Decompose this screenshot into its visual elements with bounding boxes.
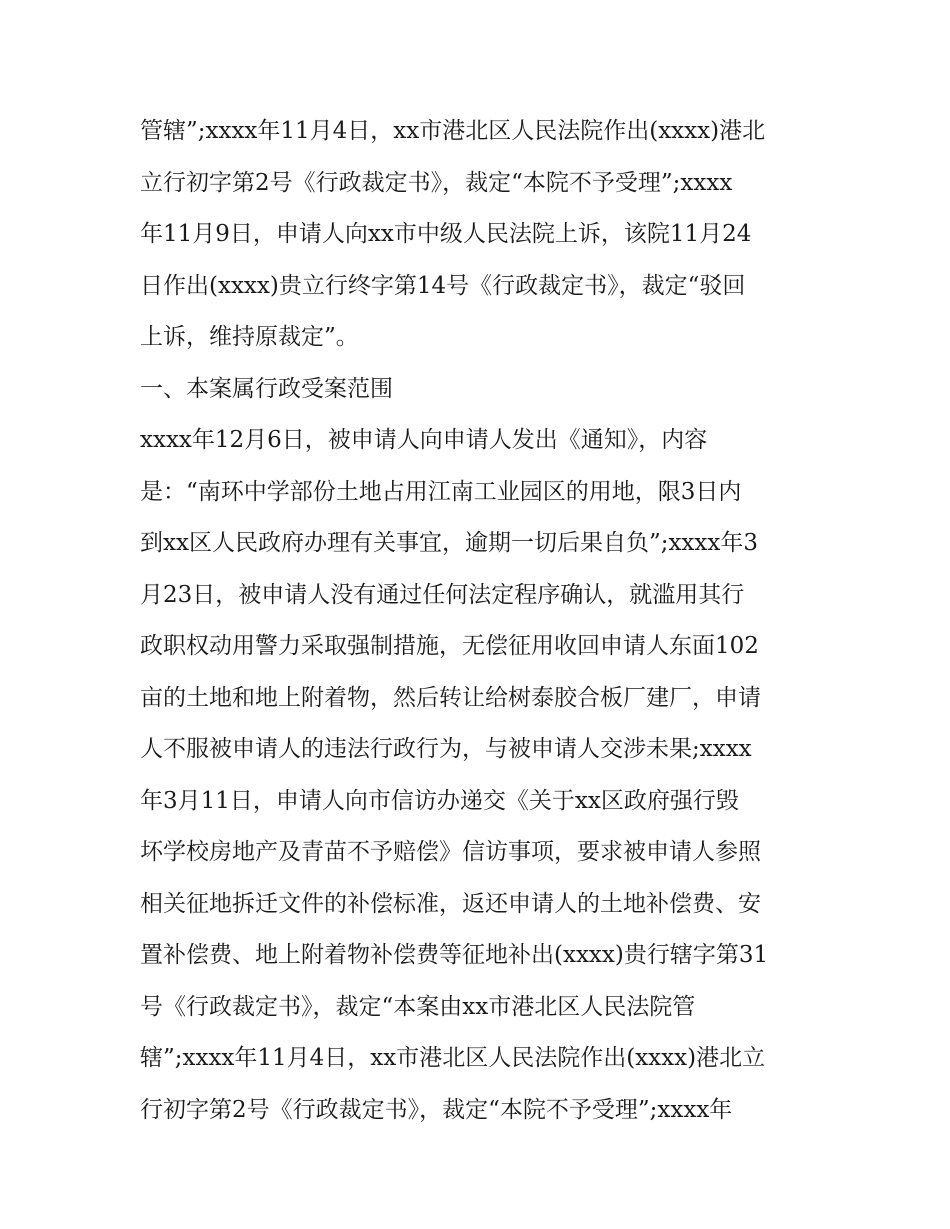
text-line: 管辖”;xxxx年11月4日，xx市港北区人民法院作出(xxxx)港北 xyxy=(140,118,766,144)
text-line: 辖”;xxxx年11月4日，xx市港北区人民法院作出(xxxx)港北立 xyxy=(140,1045,766,1071)
text-line: 到xx区人民政府办理有关事宜，逾期一切后果自负”;xxxx年3 xyxy=(140,530,758,556)
text-line: 立行初字第2号《行政裁定书》，裁定“本院不予受理”;xxxx xyxy=(140,169,733,196)
text-line: 政职权动用警力采取强制措施，无偿征用收回申请人东面102 xyxy=(140,633,759,659)
document-body xyxy=(140,106,820,1136)
text-line: 日作出(xxxx)贵立行终字第14号《行政裁定书》，裁定“驳回 xyxy=(140,272,746,299)
text-line: 坏学校房地产及青苗不予赔偿》信访事项，要求被申请人参照 xyxy=(140,839,761,865)
text-line: xxxx年12月6日，被申请人向申请人发出《通知》，内容 xyxy=(140,427,708,453)
text-line: 号《行政裁定书》，裁定“本案由xx市港北区人民法院管 xyxy=(140,993,696,1020)
text-line: 是：“南环中学部份土地占用江南工业园区的用地，限3日内 xyxy=(140,478,742,505)
text-line: 年3月11日，申请人向市信访办递交《关于xx区政府强行毁 xyxy=(140,787,739,814)
text-line: 上诉，维持原裁定”。 xyxy=(140,324,359,350)
section-heading: 一、本案属行政受案范围 xyxy=(140,375,393,402)
text-line: 月23日，被申请人没有通过任何法定程序确认，就滥用其行 xyxy=(140,581,745,608)
text-line: 行初字第2号《行政裁定书》，裁定“本院不予受理”;xxxx年 xyxy=(140,1096,733,1123)
text-line: 人不服被申请人的违法行政行为，与被申请人交涉未果;xxxx xyxy=(140,736,752,762)
text-line: 亩的土地和地上附着物，然后转让给树泰胶合板厂建厂，申请 xyxy=(140,684,761,711)
text-line: 相关征地拆迁文件的补偿标准，返还申请人的土地补偿费、安 xyxy=(140,890,761,917)
text-line: 年11月9日，申请人向xx市中级人民法院上诉，该院11月24 xyxy=(140,221,752,247)
text-line: 置补偿费、地上附着物补偿费等征地补出(xxxx)贵行辖字第31 xyxy=(140,942,769,968)
